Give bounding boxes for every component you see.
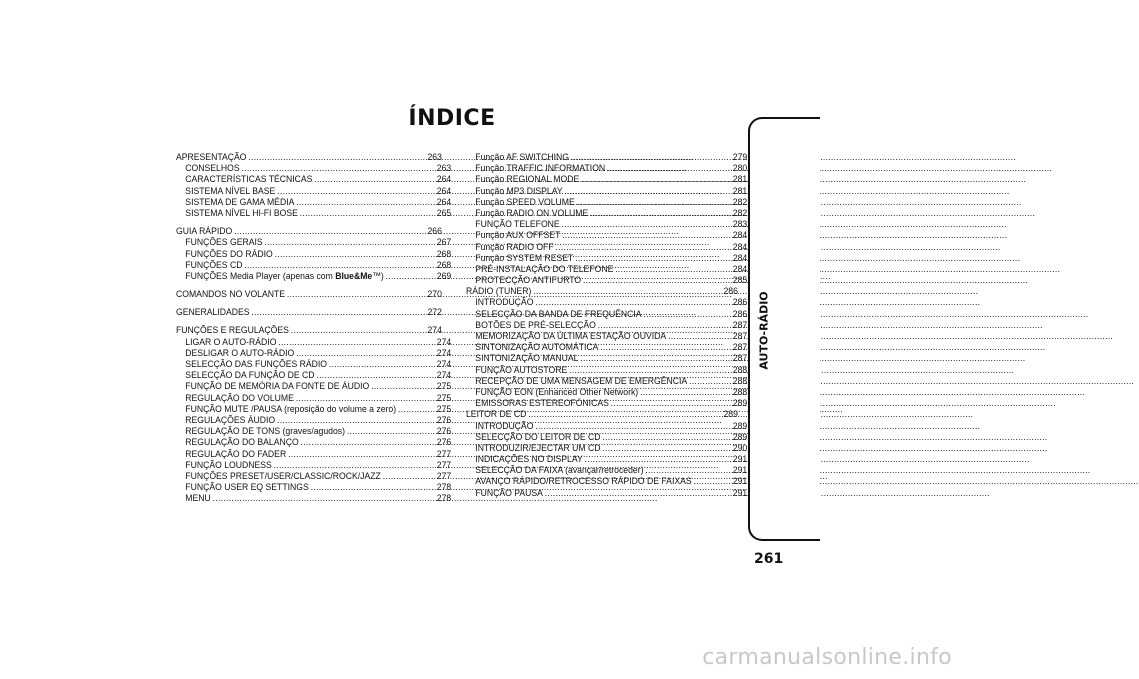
toc-leader-dots	[585, 454, 731, 465]
toc-leader-dots	[386, 271, 435, 282]
toc-entry[interactable]	[176, 152, 442, 163]
toc-entry-page: 290	[732, 442, 748, 453]
toc-entry[interactable]	[176, 471, 451, 482]
toc-entry-label: REGULAÇÃO DO FADER	[185, 448, 287, 459]
toc-leader-dots	[275, 249, 435, 260]
toc-entry-page: 286	[732, 308, 748, 319]
toc-entry-page: 287	[732, 319, 748, 330]
toc-leader-dots	[602, 432, 731, 443]
toc-entry[interactable]	[466, 163, 747, 174]
toc-leader-dots	[615, 264, 731, 275]
toc-leader-dots	[329, 359, 435, 370]
toc-entry-page: 287	[732, 331, 748, 341]
toc-entry[interactable]	[176, 260, 451, 271]
toc-entry-label: FUNÇÕES CD	[185, 259, 243, 270]
toc-entry-page: 277	[436, 470, 452, 481]
toc-entry-label: FUNÇÕES Media Player (apenas com Blue&Me™)	[185, 270, 384, 281]
toc-entry[interactable]	[176, 437, 451, 448]
toc-entry[interactable]	[176, 226, 442, 237]
toc-entry-page: 287	[732, 353, 748, 364]
toc-entry-label: RÁDIO (TUNER)	[466, 286, 532, 297]
toc-entry-page: 291	[732, 487, 748, 498]
toc-entry[interactable]	[466, 409, 738, 420]
toc-leader-dots	[564, 186, 730, 197]
toc-entry-page: 281	[732, 174, 748, 185]
toc-entry-label: FUNÇÕES E REGULAÇÕES	[176, 325, 289, 336]
toc-entry[interactable]	[176, 186, 451, 197]
toc-entry[interactable]	[176, 271, 451, 282]
toc-entry-label: LEITOR DE CD	[466, 409, 527, 420]
toc-entry[interactable]	[176, 208, 451, 219]
toc-entry[interactable]	[466, 297, 747, 308]
toc-leader-dots	[583, 275, 731, 286]
toc-entry-page: 263	[436, 163, 452, 174]
toc-entry[interactable]	[466, 208, 747, 219]
toc-leader-dots	[296, 393, 435, 404]
toc-entry-page: 284	[732, 230, 748, 241]
toc-entry[interactable]	[176, 197, 451, 208]
toc-entry-page: 286	[723, 286, 738, 297]
toc-entry[interactable]	[176, 174, 451, 185]
toc-entry-label: REGULAÇÃO DE TONS (graves/agudos)	[185, 426, 345, 437]
toc-entry-label: CARACTERÍSTICAS TÉCNICAS	[185, 174, 313, 185]
toc-entry-label: AVANÇO RÁPIDO/RETROCESSO RÁPIDO DE FAIXAS	[475, 476, 692, 487]
toc-entry-page: 277	[436, 459, 452, 470]
toc-entry-page: 274	[436, 347, 452, 358]
toc-entry-label: PRÉ-INSTALAÇÃO DO TELEFONE	[475, 263, 614, 274]
toc-entry-label: REGULAÇÕES ÁUDIO	[185, 414, 276, 425]
toc-entry[interactable]	[466, 398, 747, 409]
toc-leader-dots	[569, 365, 731, 376]
toc-entry-label: Função REGIONAL MODE	[475, 174, 580, 185]
toc-leader-dots	[668, 331, 731, 342]
toc-entry-label: FUNÇÕES PRESET/USER/CLASSIC/ROCK/JAZZ	[185, 470, 381, 481]
toc-entry[interactable]	[466, 253, 747, 264]
toc-entry-label: INTRODUZIR/EJECTAR UM CD	[475, 442, 601, 453]
toc-entry-label: COMANDOS NO VOLANTE	[176, 289, 286, 300]
toc-leader-dots	[571, 152, 731, 163]
toc-leader-dots	[580, 353, 731, 364]
toc-right-column	[466, 152, 748, 499]
toc-leader-dots	[251, 307, 425, 318]
toc-entry-label: SELECÇÃO DO LEITOR DE CD	[475, 431, 601, 442]
toc-entry[interactable]	[176, 249, 451, 260]
toc-leader-dots	[316, 370, 435, 381]
toc-entry-label: FUNÇÃO PAUSA	[475, 487, 543, 498]
toc-entry-label: REGULAÇÃO DO BALANÇO	[185, 437, 299, 448]
toc-leader-dots	[535, 421, 731, 432]
toc-entry-label: DESLIGAR O AUTO-RÁDIO	[185, 347, 295, 358]
toc-entry-page: 282	[732, 196, 748, 207]
watermark: carmanualsonline.info	[702, 645, 952, 670]
toc-entry-label: INTRODUÇÃO	[475, 297, 534, 308]
toc-left-column	[176, 152, 452, 504]
toc-entry[interactable]	[176, 337, 451, 348]
toc-entry[interactable]	[466, 230, 747, 241]
section-tab-label	[754, 290, 774, 370]
toc-entry-page: 291	[732, 454, 748, 465]
toc-leader-dots	[300, 208, 435, 219]
toc-entry-label: SISTEMA DE GAMA MÉDIA	[185, 196, 295, 207]
toc-entry-page: 283	[732, 219, 748, 230]
toc-entry[interactable]	[466, 476, 747, 487]
toc-entry-label: SELECÇÃO DA BANDA DE FREQUÊNCIA	[475, 308, 642, 319]
toc-entry[interactable]	[466, 353, 747, 364]
toc-entry[interactable]	[466, 309, 747, 320]
toc-entry-page: 288	[732, 375, 748, 386]
page-title: ÍNDICE	[408, 106, 496, 131]
toc-leader-dots	[265, 237, 435, 248]
toc-entry[interactable]	[466, 197, 747, 208]
toc-entry-label: APRESENTAÇÃO	[176, 152, 247, 162]
toc-leader-dots	[314, 174, 435, 185]
toc-entry-label: Função SPEED VOLUME	[475, 196, 575, 207]
toc-entry[interactable]	[466, 454, 747, 465]
toc-entry-page: 289	[732, 431, 748, 442]
toc-leader-dots	[545, 488, 731, 499]
toc-entry[interactable]	[466, 376, 747, 387]
toc-entry-page: 268	[436, 259, 452, 270]
toc-entry-page: 284	[732, 252, 748, 263]
toc-entry[interactable]	[466, 275, 747, 286]
toc-entry-page: 275	[436, 381, 452, 392]
toc-entry[interactable]	[466, 174, 747, 185]
toc-entry-label: FUNÇÕES GERAIS	[185, 237, 263, 248]
toc-entry-page: 288	[732, 364, 748, 375]
toc-entry-page: 291	[732, 476, 748, 487]
toc-entry-label: Função TRAFFIC INFORMATION	[475, 163, 606, 174]
toc-entry-label: FUNÇÃO EON (Enhanced Other Network)	[475, 386, 639, 397]
toc-leader-dots	[555, 242, 730, 253]
toc-leader-dots	[600, 342, 731, 353]
toc-entry-label: INTRODUÇÃO	[475, 420, 534, 431]
toc-entry[interactable]	[466, 443, 747, 454]
toc-entry[interactable]	[176, 493, 451, 504]
toc-entry[interactable]	[466, 387, 747, 398]
toc-entry-page: 274	[436, 370, 452, 381]
toc-entry[interactable]	[466, 465, 747, 476]
toc-leader-dots	[562, 219, 731, 230]
toc-entry-page: 280	[732, 163, 748, 174]
toc-entry-label: PROTECÇÃO ANTIFURTO	[475, 275, 582, 286]
toc-entry-page: 275	[436, 392, 452, 403]
toc-entry-page: 272	[427, 307, 442, 318]
toc-leader-dots	[278, 337, 435, 348]
toc-entry-page: 265	[436, 207, 452, 218]
toc-entry[interactable]	[466, 365, 747, 376]
toc-entry-label: SELECÇÃO DAS FUNÇÕES RÁDIO	[185, 359, 328, 369]
toc-entry-label: BOTÕES DE PRÉ-SELECÇÃO	[475, 319, 596, 330]
toc-entry[interactable]	[466, 264, 747, 275]
toc-entry-label: SISTEMA NÍVEL BASE	[185, 185, 276, 196]
toc-leader-dots	[213, 493, 435, 504]
toc-entry-label: LIGAR O AUTO-RÁDIO	[185, 336, 277, 347]
toc-entry-page: 264	[436, 185, 452, 196]
toc-entry-label: FUNÇÃO AUTOSTORE	[475, 364, 568, 375]
page-number: 261	[754, 551, 784, 567]
toc-entry[interactable]	[176, 449, 451, 460]
toc-entry[interactable]	[176, 393, 451, 404]
toc-entry-label: FUNÇÃO DE MEMÓRIA DA FONTE DE ÁUDIO	[185, 381, 370, 392]
toc-entry-label: GUIA RÁPIDO	[176, 226, 233, 237]
toc-entry[interactable]	[176, 370, 451, 381]
toc-entry[interactable]	[176, 325, 442, 336]
toc-entry[interactable]	[466, 219, 747, 230]
toc-leader-dots	[689, 376, 731, 387]
toc-entry-page: 287	[732, 342, 748, 353]
toc-leader-dots	[643, 309, 731, 320]
toc-leader-dots	[577, 197, 731, 208]
toc-leader-dots	[234, 226, 426, 237]
toc-entry-page: 276	[436, 426, 452, 437]
toc-entry-label: Função MP3 DISPLAY	[475, 185, 563, 196]
toc-entry-page: 263	[427, 152, 442, 162]
toc-entry-page: 264	[436, 196, 452, 207]
toc-leader-dots	[347, 426, 435, 437]
toc-leader-dots	[645, 465, 731, 476]
toc-entry[interactable]	[466, 331, 747, 342]
toc-entry[interactable]	[466, 488, 747, 499]
toc-entry-page: 285	[732, 275, 748, 286]
toc-leader-dots	[296, 348, 435, 359]
toc-leader-dots	[611, 398, 731, 409]
toc-entry-label: FUNÇÃO TELEFONE	[475, 219, 560, 230]
toc-entry[interactable]	[176, 307, 442, 318]
toc-entry[interactable]	[176, 359, 451, 370]
toc-entry-page: 274	[436, 336, 452, 347]
toc-entry-label: SINTONIZAÇÃO MANUAL	[475, 353, 579, 364]
toc-entry-page: 276	[436, 437, 452, 448]
toc-entry-label: Função AUX OFFSET	[475, 230, 561, 241]
toc-entry-page: 276	[436, 414, 452, 425]
toc-entry[interactable]	[176, 289, 442, 300]
toc-entry[interactable]	[176, 460, 451, 471]
toc-entry-page: 274	[427, 325, 442, 336]
toc-entry-page: 274	[436, 359, 452, 369]
toc-entry-page: 284	[732, 263, 748, 274]
toc-entry[interactable]	[176, 404, 451, 415]
toc-entry-page: 282	[732, 207, 748, 218]
toc-entry[interactable]	[466, 242, 747, 253]
toc-leader-dots	[296, 197, 435, 208]
toc-entry[interactable]	[466, 152, 747, 163]
toc-entry[interactable]	[176, 415, 451, 426]
toc-leader-dots	[274, 460, 435, 471]
toc-entry[interactable]	[466, 421, 747, 432]
toc-entry-label: GENERALIDADES	[176, 307, 250, 318]
toc-entry-page: 269	[436, 270, 452, 281]
toc-entry-page: 267	[436, 237, 452, 248]
toc-leader-dots	[277, 186, 435, 197]
toc-entry-page: 291	[732, 465, 748, 476]
toc-entry-page: 279	[732, 152, 748, 162]
toc-leader-dots	[383, 471, 435, 482]
toc-leader-dots	[398, 404, 435, 415]
toc-leader-dots	[287, 289, 426, 300]
toc-entry-label: FUNÇÃO USER EQ SETTINGS	[185, 482, 309, 493]
toc-leader-dots	[288, 449, 435, 460]
toc-entry[interactable]	[466, 342, 747, 353]
toc-entry-page: 281	[732, 185, 748, 196]
toc-leader-dots	[241, 163, 434, 174]
toc-entry-page: 270	[427, 289, 442, 300]
toc-entry[interactable]	[466, 320, 747, 331]
toc-leader-dots	[640, 387, 731, 398]
toc-entry-label: FUNÇÃO MUTE /PAUSA (reposição do volume a zero)	[185, 403, 397, 414]
toc-entry-page: 277	[436, 448, 452, 459]
toc-entry-page: 286	[732, 297, 748, 308]
toc-entry-label: MEMORIZAÇÃO DA ÚLTIMA ESTAÇÃO OUVIDA	[475, 331, 667, 341]
toc-leader-dots	[535, 297, 731, 308]
toc-entry[interactable]	[466, 186, 747, 197]
toc-entry-page: 284	[732, 241, 748, 252]
toc-entry-label: FUNÇÕES DO RÁDIO	[185, 248, 273, 259]
toc-entry[interactable]	[466, 432, 747, 443]
toc-entry-label: INDICAÇÕES NO DISPLAY	[475, 454, 583, 465]
toc-leader-dots	[291, 325, 426, 336]
toc-leader-dots	[277, 415, 435, 426]
toc-entry[interactable]	[176, 348, 451, 359]
toc-entry-label: Função AF SWITCHING	[475, 152, 569, 162]
toc-entry-page: 278	[436, 482, 452, 493]
toc-entry-label: MENU	[185, 493, 211, 504]
toc-entry-label: Função RADIO OFF	[475, 241, 554, 252]
toc-entry-page: 288	[732, 386, 748, 397]
toc-entry-page: 289	[732, 398, 748, 409]
toc-leader-dots	[607, 163, 731, 174]
toc-entry-page: 275	[436, 403, 452, 414]
toc-entry[interactable]	[466, 286, 738, 297]
toc-leader-dots	[602, 443, 731, 454]
toc-entry[interactable]	[176, 426, 451, 437]
toc-entry-label: FUNÇÃO LOUDNESS	[185, 459, 272, 470]
toc-leader-dots	[301, 437, 435, 448]
toc-entry-label: Função RADIO ON VOLUME	[475, 207, 589, 218]
toc-entry[interactable]	[176, 237, 451, 248]
toc-leader-dots	[244, 260, 435, 271]
section-tab-text: AUTO-RÁDIO	[757, 290, 771, 370]
toc-entry-page: 266	[427, 226, 442, 237]
toc-entry-label: Função SYSTEM RESET	[475, 252, 574, 263]
toc-leader-dots	[590, 208, 731, 219]
toc-entry[interactable]	[176, 482, 451, 493]
toc-entry-label: SELECÇÃO DA FAIXA (avançar/retroceder)	[475, 465, 644, 476]
toc-entry[interactable]	[176, 163, 451, 174]
toc-entry-page: 278	[436, 493, 452, 504]
toc-leader-dots	[598, 320, 731, 331]
toc-leader-dots	[371, 381, 435, 392]
toc-entry-page: 289	[732, 420, 748, 431]
toc-leader-dots	[248, 152, 425, 163]
toc-entry-page: 268	[436, 248, 452, 259]
toc-entry-label: CONSELHOS	[185, 163, 240, 174]
toc-entry-label: SISTEMA NÍVEL HI-FI BOSE	[185, 207, 298, 218]
toc-leader-dots	[581, 174, 731, 185]
toc-leader-dots	[533, 286, 721, 297]
toc-leader-dots	[528, 409, 721, 420]
toc-leader-dots	[694, 476, 731, 487]
toc-entry-label: EMISSORAS ESTEREOFÓNICAS	[475, 398, 609, 409]
toc-entry-label: SELECÇÃO DA FUNÇÃO DE CD	[185, 370, 315, 381]
toc-entry-page: 264	[436, 174, 452, 185]
toc-entry-label: RECEPÇÃO DE UMA MENSAGEM DE EMERGÊNCIA	[475, 375, 688, 386]
toc-entry-page: 289	[723, 409, 738, 420]
toc-entry-label: SINTONIZAÇÃO AUTOMÁTICA	[475, 342, 599, 353]
toc-leader-dots	[311, 482, 435, 493]
toc-leader-dots	[575, 253, 731, 264]
toc-entry[interactable]	[176, 381, 451, 392]
toc-entry-label: REGULAÇÃO DO VOLUME	[185, 392, 294, 403]
toc-leader-dots	[562, 230, 731, 241]
